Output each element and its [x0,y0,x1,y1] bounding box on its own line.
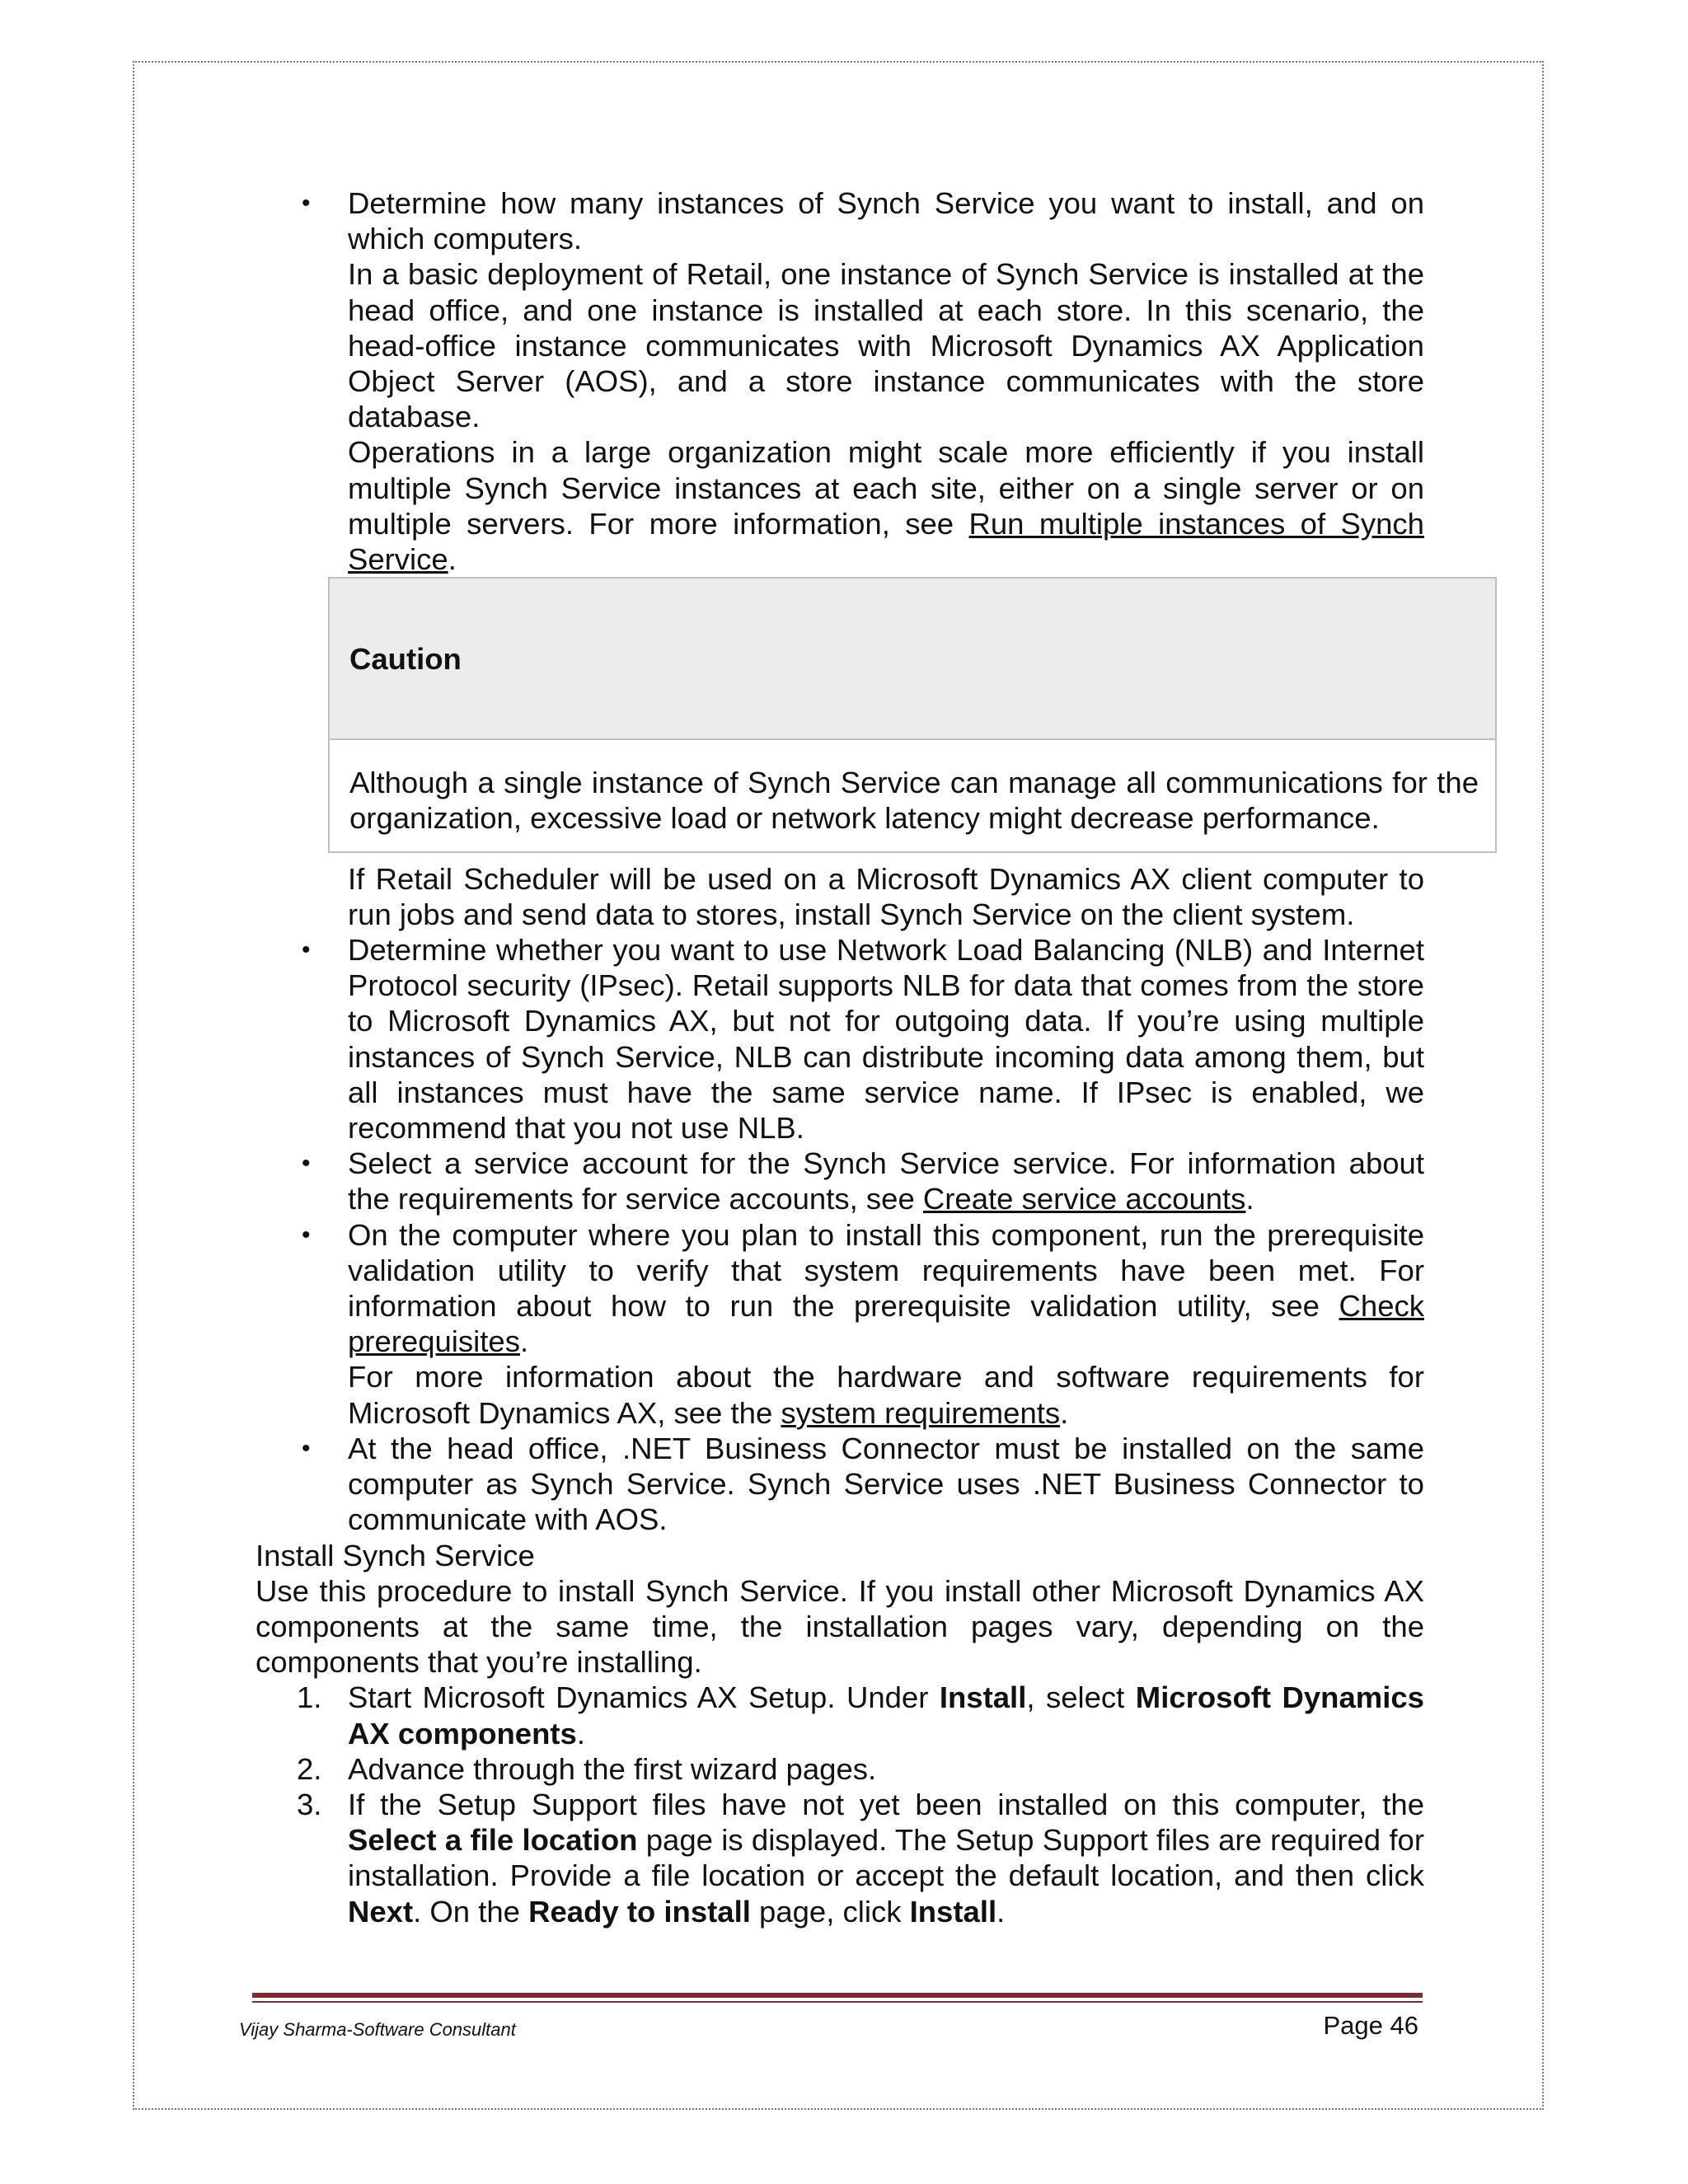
ui-term: Ready to install [528,1894,751,1929]
paragraph-text: . [519,1324,529,1359]
bullet-item [348,1146,1424,1216]
step-item [297,1680,1424,1750]
ui-term: Install [939,1680,1027,1715]
paragraph-text: On the computer where you plan to install this component, run the prerequisite validation utility to verify that system requirements have been met. For information about how to run the prerequisite validation utility, see [348,1217,1424,1324]
step-text-part: page, click [750,1894,910,1929]
ui-term: Select a file location [348,1823,638,1858]
paragraph-text: Operations in a large organization might scale more efficiently if you install multiple Synch Service instances at each site, either on a single server or on multiple servers. For more information, see [348,435,1424,541]
paragraph: If Retail Scheduler will be used on a Microsoft Dynamics AX client computer to run jobs and send data to stores, install Synch Service on the client system. [348,861,1424,931]
step-text: Advance through the first wizard pages. [348,1751,877,1786]
step-number: 1. [297,1680,322,1715]
caution-title: Caution [349,641,462,676]
bullet-text: • Determine how many instances of Synch Service you want to install, and on which computers. [348,186,1424,256]
run-multiple-instances-link[interactable]: Run multiple instances of Synch Service [348,506,1424,577]
caution-body: Although a single instance of Synch Service can manage all communications for the organization, excessive load or network latency might decrease performance. [349,766,1479,836]
step-number: 2. [297,1751,322,1786]
bullet-text [348,1146,1424,1216]
document-body [256,185,1479,1929]
bullet-item [348,1431,1424,1538]
step-text-part: . On the [413,1894,529,1929]
ui-term: Install [909,1894,997,1929]
footer-rule [252,2001,1423,2003]
bullet-text [348,1217,1424,1360]
step-text-part: page is displayed. The Setup Support files are required for installation. Provide a file location or accept the default location, and then click [348,1823,1425,1893]
page-number: Page 46 [1323,2011,1418,2040]
paragraph-text: Select a service account for the Synch Service service. For information about the requirements for service accounts, see [348,1146,1424,1216]
bullet-text: • At the head office, .NET Business Connector must be installed on the same computer as Synch Service. Synch Service uses .NET Business Connector to communicate with AOS. [348,1431,1424,1537]
paragraph [348,434,1424,577]
check-prerequisites-link[interactable]: Check prerequisites [348,1289,1424,1359]
paragraph-text: . [1245,1182,1254,1216]
step-item [297,1787,1425,1929]
footer-rule [252,1993,1423,1998]
paragraph-text: . [448,542,457,577]
step-item [297,1751,1424,1787]
caution-box [328,577,1497,852]
caution-header [330,579,1495,740]
step-text-part: , select [1026,1680,1136,1715]
step-text-part: . [996,1894,1006,1929]
create-service-accounts-link[interactable]: Create service accounts [922,1182,1246,1216]
bullet-item [348,1217,1424,1431]
section-intro: Use this procedure to install Synch Service. If you install other Microsoft Dynamics AX components at the same time, the installation pages vary, depending on the components that you’re installing. [256,1573,1424,1680]
step-text [348,1680,1424,1750]
footer-author: Vijay Sharma-Software Consultant [239,2019,516,2040]
step-text [348,1787,1424,1929]
ui-term: Microsoft Dynamics AX components [348,1680,1424,1750]
paragraph-text: For more information about the hardware and software requirements for Microsoft Dynamics AX, see the [348,1360,1424,1430]
paragraph [348,1359,1424,1430]
step-text-part: Start Microsoft Dynamics AX Setup. Under [348,1680,940,1715]
bullet-item [348,932,1424,1146]
step-text-part: If the Setup Support files have not yet been installed on this computer, the [348,1787,1424,1821]
bullet-item [348,185,1424,577]
paragraph-text: . [1060,1395,1069,1430]
system-requirements-link[interactable]: system requirements [781,1395,1061,1430]
step-number: 3. [297,1787,322,1821]
step-text-part: . [576,1716,585,1750]
paragraph: In a basic deployment of Retail, one instance of Synch Service is installed at the head office, and one instance is installed at each store. In this scenario, the head-office instance communicates with Microsoft Dynamics AX Application Object Server (AOS), and a store instance communicates with the store database. [348,257,1424,434]
ui-term: Next [348,1894,414,1929]
bullet-text: • Determine whether you want to use Network Load Balancing (NLB) and Internet Protocol security (IPsec). Retail supports NLB for data that comes from the store to Microsoft Dynamics AX, but not for outgoing data. If you’re using multiple instances of Synch Service, NLB can distribute incoming data among them, but all instances must have the same service name. If IPsec is enabled, we recommend that you not use NLB. [348,933,1424,1146]
bullet-continuation [348,861,1424,932]
section-heading: Install Synch Service [256,1538,535,1572]
